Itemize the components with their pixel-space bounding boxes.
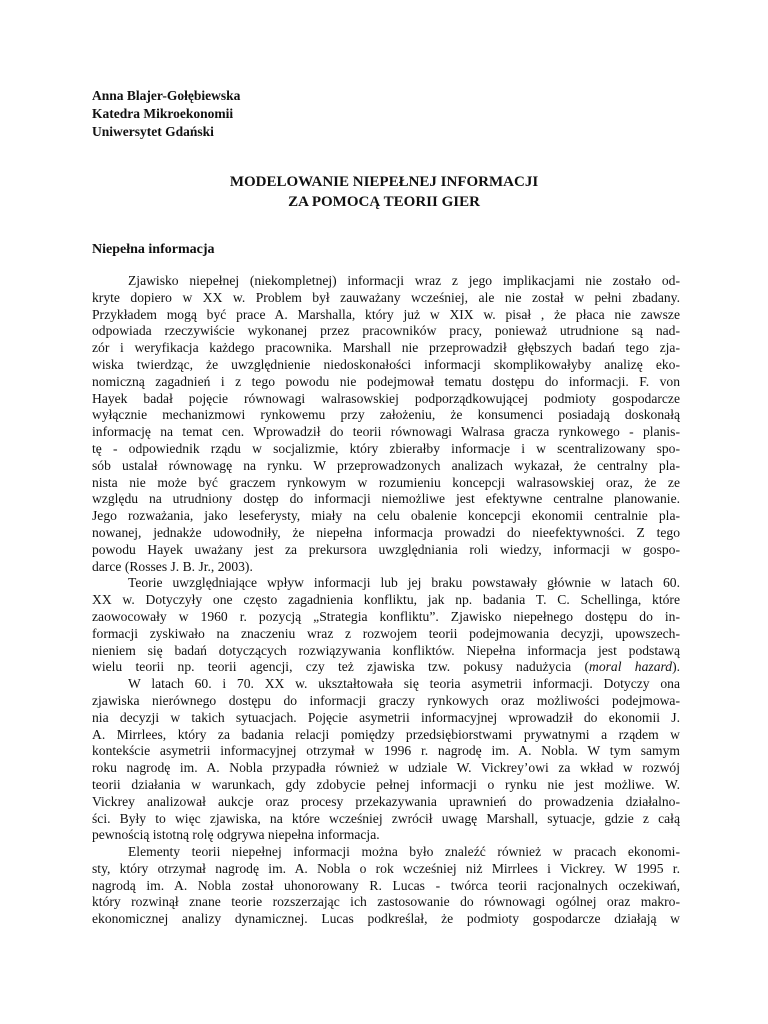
title-line-2: ZA POMOCĄ TEORII GIER (288, 194, 480, 210)
body-line: Zjawisko niepełnej (niekompletnej) informacji wraz z jego implikacjami nie zostało od- (128, 273, 680, 288)
body-line: Hayek badał pojęcie równowagi walrasowskiej podporządkowującej podmioty gospodarcze (92, 390, 680, 406)
body-line: odpowiada rzeczywiście wykonanej przez pracowników pracy, ponieważ utrudnione są nad- (92, 323, 680, 339)
title-line-1: MODELOWANIE NIEPEŁNEJ INFORMACJI (229, 174, 539, 190)
body-line: Vickrey analizował aukcje oraz procesy przekazywania uprawnień do prowadzenia działalno- (92, 793, 680, 809)
body-line: Teorie uwzględniające wpływ informacji lub jej braku powstawały głównie w latach 60. (128, 575, 680, 591)
body-line: Elementy teorii niepełnej informacji można było znaleźć również w pracach ekonomi- (128, 844, 680, 860)
body-line: sób ustalał równowagę na rynku. W przeprowadzonych analizach wykazał, że centralny pla- (92, 457, 680, 473)
body-line: A. Mirrlees, który za badania relacji pomiędzy przedsiębiorstwami prywatnymi a rządem w (92, 726, 680, 742)
body-line: sty, który otrzymał nagrodę im. A. Nobla o rok wcześniej niż Mirrlees i Vickrey. W 1995 r. (92, 860, 680, 876)
body-line: W latach 60. i 70. XX w. ukształtowała się teoria asymetrii informacji. Dotyczy ona (128, 676, 680, 692)
author-block (92, 87, 240, 141)
body-line: Jego rozważania, jako leseferysty, miały na celu obalenie koncepcji ekonomii centralnie pla- (92, 508, 680, 524)
body-line: XX w. Dotyczyły one często zagadnienia konfliktu, jak np. badania T. C. Schellinga, które (92, 592, 680, 608)
body-line: względu na utrudniony dostęp do informacji niemożliwe jest efektywne centralne planowanie. (92, 491, 680, 507)
university-name: Uniwersytet Gdański (92, 124, 214, 139)
body-line: wyłącznie mechanizmowi rynkowemu przy założeniu, że konsumenci posiadają doskonałą (92, 407, 680, 423)
body-line: wielu teorii np. teorii agencji, czy też zjawiska tzw. pokusy nadużycia (moral hazard). (92, 659, 680, 675)
body-line: tę - odpowiednik rządu w socjalizmie, który zbierałby informacje i w scentralizowany spo- (92, 440, 680, 456)
body-line: formacji zyskiwało na znaczeniu wraz z rozwojem teorii podejmowania decyzji, upowszech- (92, 625, 680, 641)
body-line: zaowocowały w 1960 r. pozycją „Strategia konfliktu”. Zjawisko niepełnego dostępu do in- (92, 608, 680, 624)
body-line: informację na temat cen. Wprowadził do teorii równowagi Walrasa gracza rynkowego - planis- (92, 424, 680, 440)
body-line: nieniem się badań dotyczących rozwiązywania konfliktów. Niepełna informacja jest podstawą (92, 642, 680, 658)
page-title (0, 172, 768, 212)
body-line: nowanej, jednakże udowodniły, że niepełna informacja prowadzi do nieefektywności. Z tego (92, 524, 680, 540)
body-line: ści. Były to więc zjawiska, na które wcześniej zwrócił uwagę Marshall, sytuacje, gdzie z całą (92, 810, 680, 826)
body-line: wiska twierdząc, że uwzględnienie niedoskonałości informacji skomplikowałyby analizę eko- (92, 356, 680, 372)
body-line: Przykładem mogą być prace A. Marshalla, który już w XIX w. pisał , że płaca nie zawsze (92, 306, 680, 322)
body-line: zjawiska nierównego dostępu do informacji graczy rynkowych oraz możliwości podejmowa- (92, 692, 680, 708)
body-line: zór i weryfikacja każdego pracownika. Marshall nie przeprowadził głębszych badań tego zja- (92, 340, 680, 356)
section-heading: Niepełna informacja (92, 242, 215, 257)
body-line: nia decyzji w takich sytuacjach. Pojęcie asymetrii informacyjnej wprowadził do ekonomii J. (92, 709, 680, 725)
body-line: kryte dopiero w XX w. Problem był zauważany wcześniej, ale nie został w pełni zbadany. (92, 289, 680, 305)
author-name: Anna Blajer-Gołębiewska (92, 88, 241, 103)
body-line: nagrodą im. A. Nobla został uhonorowany R. Lucas - twórca teorii racjonalnych oczekiwań, (92, 877, 680, 893)
body-line: teorii działania w warunkach, gdy zdobycie pełnej informacji o rynku nie jest możliwe. W. (92, 776, 680, 792)
body-line: darce (Rosses J. B. Jr., 2003). (92, 558, 253, 574)
body-line: nomiczną zagadnień i z tego powodu nie podejmował tematu dostępu do informacji. F. von (92, 373, 680, 389)
body-line: pewnością istotną rolę odgrywa niepełna informacja. (92, 827, 380, 843)
body-line: nista nie może być graczem rynkowym w rozumieniu koncepcji walrasowskiej oraz, że ze (92, 474, 680, 490)
body-line: roku nagrodę im. A. Nobla przypadła również w udziale W. Vickrey’owi za wkład w rozwój (92, 760, 680, 776)
body-text (92, 273, 680, 928)
body-line: który rozwinął znane teorie rozszerzając ich zastosowanie do równowagi ogólnej oraz makro- (92, 894, 680, 910)
body-line: kontekście asymetrii informacyjnej otrzymał w 1996 r. nagrodę im. A. Nobla. W tym samym (92, 743, 680, 759)
body-line: powodu Hayek uważany jest za prekursora uwzględniania roli wiedzy, informacji w gospo- (92, 541, 680, 557)
department-name: Katedra Mikroekonomii (92, 106, 234, 121)
body-line: ekonomicznej analizy dynamicznej. Lucas podkreślał, że podmioty gospodarcze działają w (92, 911, 680, 927)
